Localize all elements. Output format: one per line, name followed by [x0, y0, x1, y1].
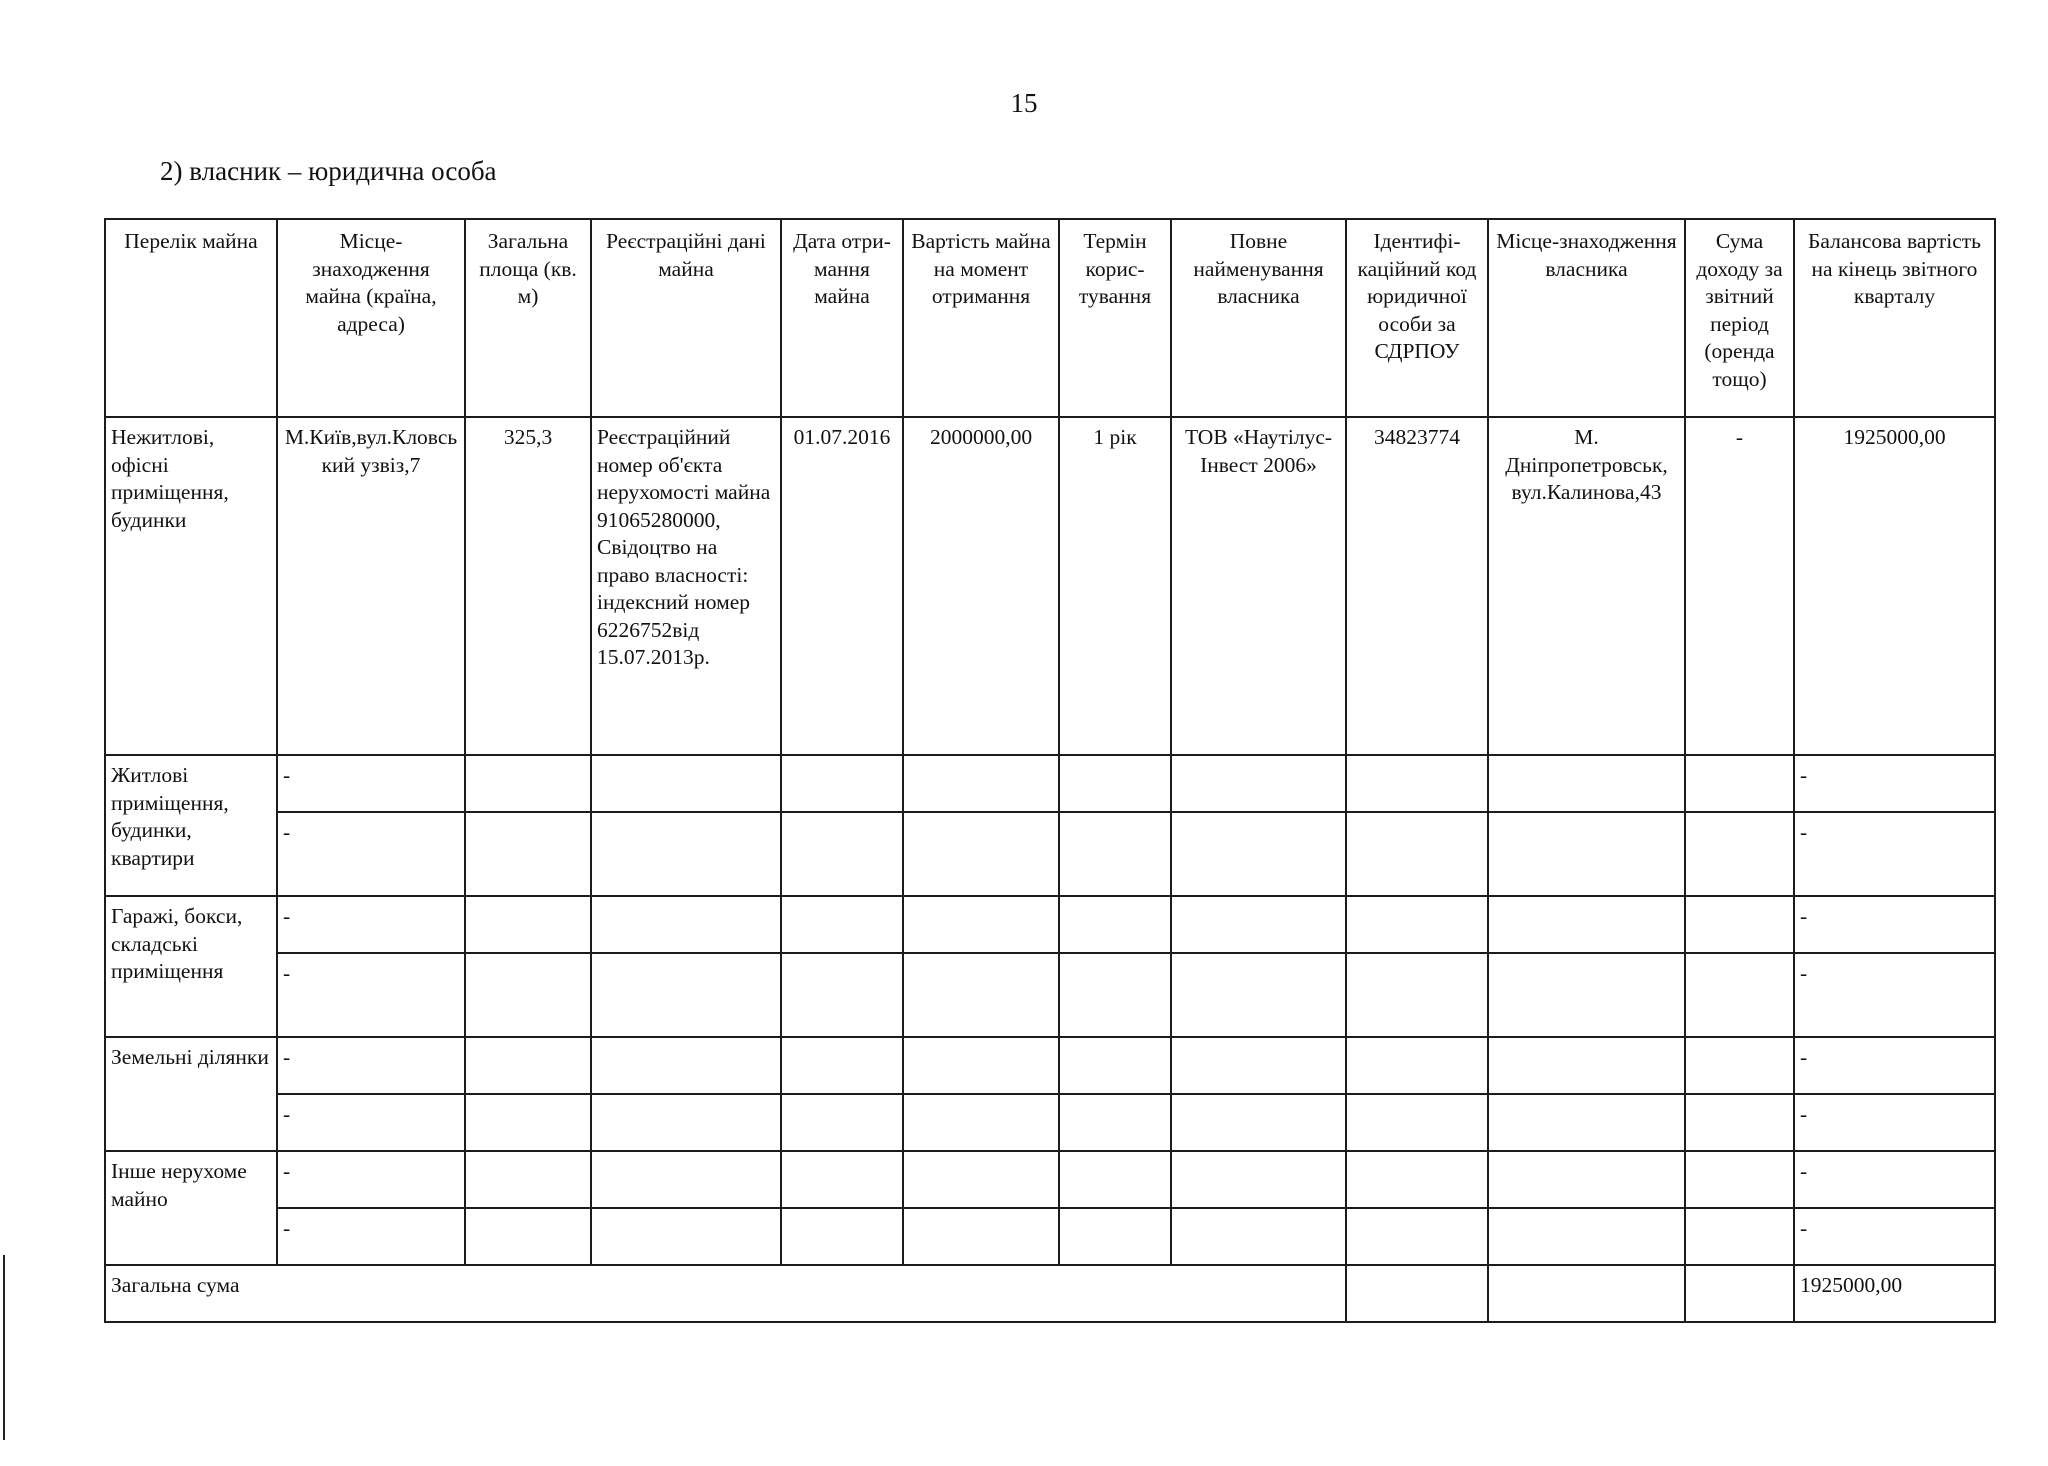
empty-cell — [1685, 953, 1794, 1037]
empty-cell — [591, 812, 781, 896]
header-cell: Термін корис-тування — [1059, 219, 1171, 417]
empty-cell — [591, 1151, 781, 1208]
header-cell: Ідентифі-каційний код юридичної особи за СДРПОУ — [1346, 219, 1488, 417]
value-cell: 2000000,00 — [903, 417, 1059, 755]
margin-line — [3, 1255, 5, 1440]
location-cell: - — [277, 812, 465, 896]
empty-cell — [1171, 1094, 1346, 1151]
location-cell: - — [277, 1037, 465, 1094]
total-row — [105, 1265, 1995, 1322]
table-row — [105, 896, 1995, 953]
empty-cell — [1059, 1208, 1171, 1265]
empty-cell — [1346, 1265, 1488, 1322]
empty-cell — [591, 1208, 781, 1265]
table-row — [105, 812, 1995, 896]
empty-cell — [1488, 1208, 1685, 1265]
empty-cell — [903, 896, 1059, 953]
owner-location-cell: М. Дніпропетровськ, вул.Калинова,43 — [1488, 417, 1685, 755]
total-balance: 1925000,00 — [1794, 1265, 1995, 1322]
empty-cell — [1346, 1037, 1488, 1094]
balance-cell: - — [1794, 812, 1995, 896]
balance-cell: - — [1794, 1037, 1995, 1094]
category-cell: Інше нерухоме майно — [105, 1151, 277, 1265]
empty-cell — [1346, 953, 1488, 1037]
empty-cell — [903, 1151, 1059, 1208]
empty-cell — [591, 755, 781, 812]
table-row — [105, 1151, 1995, 1208]
empty-cell — [903, 1208, 1059, 1265]
empty-cell — [1059, 1037, 1171, 1094]
empty-cell — [465, 812, 591, 896]
empty-cell — [1171, 896, 1346, 953]
table-row — [105, 417, 1995, 755]
header-cell: Місце-знаходження майна (країна, адреса) — [277, 219, 465, 417]
owner-name-cell: ТОВ «Наутілус-Інвест 2006» — [1171, 417, 1346, 755]
header-cell: Загальна площа (кв. м) — [465, 219, 591, 417]
empty-cell — [1346, 1208, 1488, 1265]
table-row — [105, 1208, 1995, 1265]
empty-cell — [1171, 755, 1346, 812]
category-cell: Земельні ділянки — [105, 1037, 277, 1151]
empty-cell — [1171, 812, 1346, 896]
category-cell: Нежитлові, офісні приміщення, будинки — [105, 417, 277, 755]
category-cell: Гаражі, бокси, складські приміщення — [105, 896, 277, 1037]
section-title: 2) власник – юридична особа — [160, 156, 497, 186]
empty-cell — [1685, 755, 1794, 812]
empty-cell — [781, 896, 903, 953]
empty-cell — [1346, 1094, 1488, 1151]
empty-cell — [1346, 755, 1488, 812]
empty-cell — [465, 1094, 591, 1151]
empty-cell — [1685, 896, 1794, 953]
empty-cell — [1488, 1151, 1685, 1208]
empty-cell — [1346, 896, 1488, 953]
empty-cell — [591, 896, 781, 953]
table-body — [105, 219, 1995, 1322]
location-cell: - — [277, 1208, 465, 1265]
location-cell: - — [277, 755, 465, 812]
empty-cell — [1171, 1037, 1346, 1094]
empty-cell — [1171, 1151, 1346, 1208]
empty-cell — [591, 1094, 781, 1151]
empty-cell — [591, 1037, 781, 1094]
header-cell: Балансова вартість на кінець звітного кварталу — [1794, 219, 1995, 417]
empty-cell — [903, 755, 1059, 812]
empty-cell — [1685, 1094, 1794, 1151]
header-cell: Перелік майна — [105, 219, 277, 417]
header-cell: Реєстраційні дані майна — [591, 219, 781, 417]
term-cell: 1 рік — [1059, 417, 1171, 755]
page-number: 15 — [1010, 88, 1038, 118]
empty-cell — [1685, 1151, 1794, 1208]
empty-cell — [1488, 1037, 1685, 1094]
balance-cell: 1925000,00 — [1794, 417, 1995, 755]
empty-cell — [465, 1208, 591, 1265]
empty-cell — [1171, 953, 1346, 1037]
header-cell: Місце-знаходження власника — [1488, 219, 1685, 417]
property-table — [104, 218, 1996, 1323]
empty-cell — [1059, 812, 1171, 896]
category-cell: Житлові приміщення, будинки, квартири — [105, 755, 277, 896]
empty-cell — [465, 1037, 591, 1094]
header-cell: Вартість майна на момент отримання — [903, 219, 1059, 417]
header-cell: Повне найменування власника — [1171, 219, 1346, 417]
header-cell: Дата отри-мання майна — [781, 219, 903, 417]
balance-cell: - — [1794, 896, 1995, 953]
balance-cell: - — [1794, 1151, 1995, 1208]
empty-cell — [1488, 812, 1685, 896]
location-cell: М.Київ,вул.Кловський узвіз,7 — [277, 417, 465, 755]
empty-cell — [1059, 755, 1171, 812]
empty-cell — [1346, 812, 1488, 896]
header-row — [105, 219, 1995, 417]
location-cell: - — [277, 953, 465, 1037]
empty-cell — [781, 953, 903, 1037]
balance-cell: - — [1794, 1208, 1995, 1265]
empty-cell — [1685, 1037, 1794, 1094]
income-cell: - — [1685, 417, 1794, 755]
empty-cell — [781, 1208, 903, 1265]
empty-cell — [1059, 1151, 1171, 1208]
location-cell: - — [277, 896, 465, 953]
empty-cell — [465, 896, 591, 953]
empty-cell — [781, 1151, 903, 1208]
empty-cell — [903, 953, 1059, 1037]
empty-cell — [1488, 953, 1685, 1037]
empty-cell — [465, 1151, 591, 1208]
empty-cell — [1488, 896, 1685, 953]
balance-cell: - — [1794, 755, 1995, 812]
empty-cell — [591, 953, 781, 1037]
empty-cell — [1685, 1208, 1794, 1265]
empty-cell — [1059, 1094, 1171, 1151]
empty-cell — [781, 1037, 903, 1094]
balance-cell: - — [1794, 1094, 1995, 1151]
empty-cell — [465, 953, 591, 1037]
empty-cell — [1171, 1208, 1346, 1265]
empty-cell — [903, 812, 1059, 896]
table-row — [105, 953, 1995, 1037]
header-cell: Сума доходу за звітний період (оренда тощо) — [1685, 219, 1794, 417]
area-cell: 325,3 — [465, 417, 591, 755]
table-row — [105, 1094, 1995, 1151]
empty-cell — [1488, 755, 1685, 812]
empty-cell — [1059, 896, 1171, 953]
empty-cell — [781, 812, 903, 896]
table-row — [105, 755, 1995, 812]
empty-cell — [781, 1094, 903, 1151]
empty-cell — [465, 755, 591, 812]
empty-cell — [903, 1094, 1059, 1151]
empty-cell — [903, 1037, 1059, 1094]
empty-cell — [1685, 1265, 1794, 1322]
empty-cell — [1488, 1094, 1685, 1151]
balance-cell: - — [1794, 953, 1995, 1037]
date-cell: 01.07.2016 — [781, 417, 903, 755]
table-row — [105, 1037, 1995, 1094]
location-cell: - — [277, 1094, 465, 1151]
empty-cell — [781, 755, 903, 812]
location-cell: - — [277, 1151, 465, 1208]
empty-cell — [1346, 1151, 1488, 1208]
total-label: Загальна сума — [105, 1265, 1346, 1322]
empty-cell — [1059, 953, 1171, 1037]
registration-cell: Реєстраційний номер об'єкта нерухомості майна 91065280000, Свідоцтво на право власності: індексний номер 6226752від 15.07.2013р. — [591, 417, 781, 755]
empty-cell — [1685, 812, 1794, 896]
empty-cell — [1488, 1265, 1685, 1322]
owner-code-cell: 34823774 — [1346, 417, 1488, 755]
